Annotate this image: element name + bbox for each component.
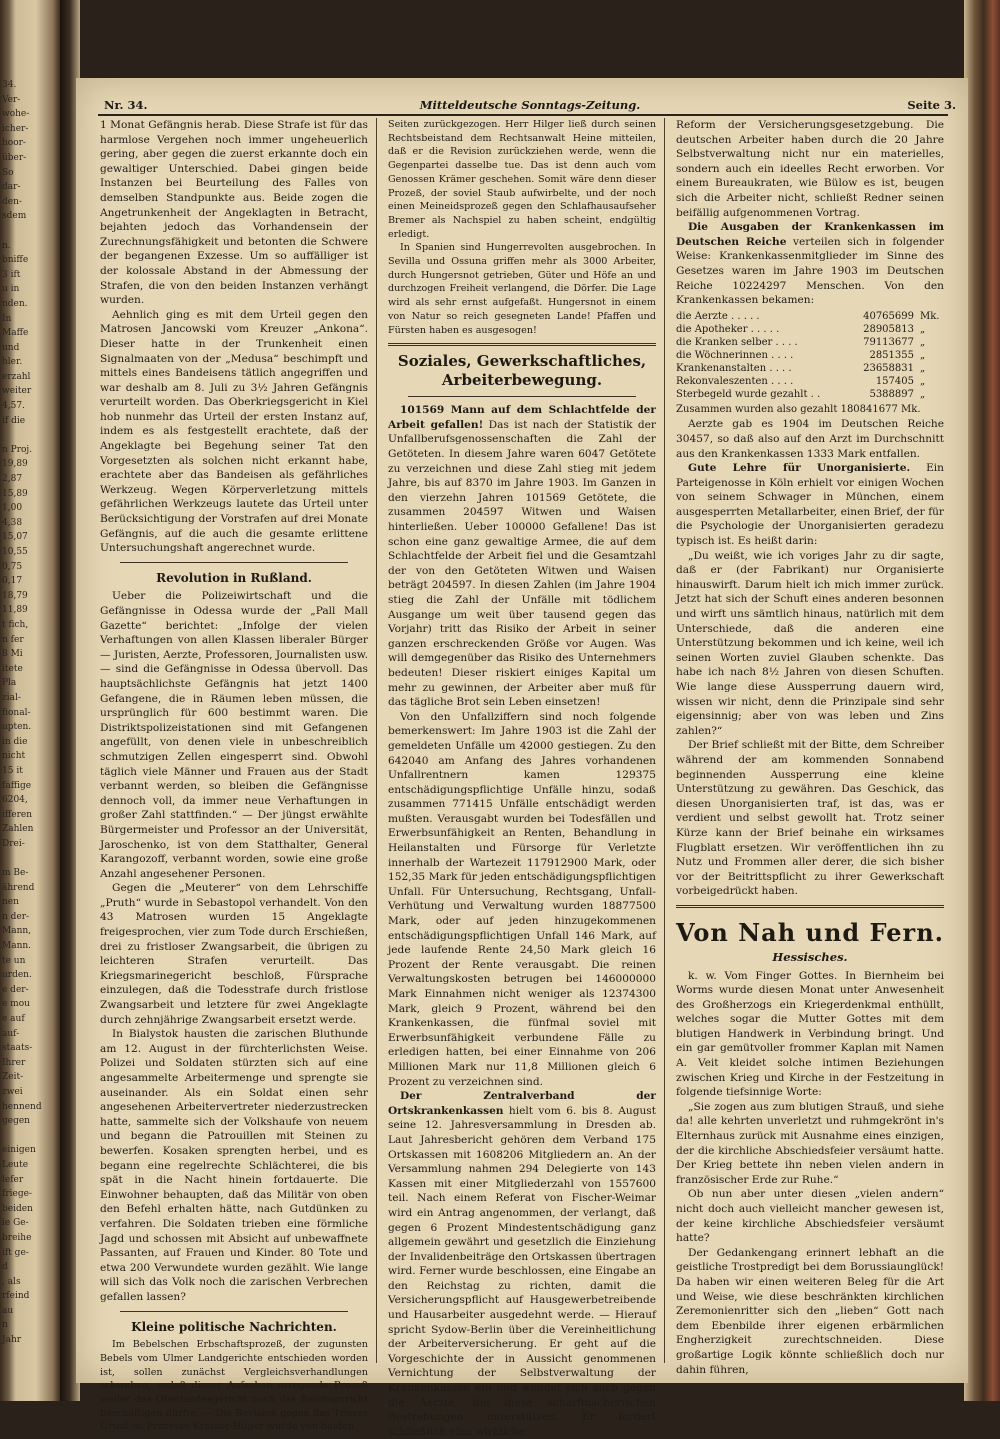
newspaper-title: Mitteldeutsche Sonntags-Zeitung. xyxy=(419,98,641,112)
paragraph: Der Brief schließt mit der Bitte, dem Schreiber während der am kommenden Sonnabend beginnenden Aussperrung eine kleine Unterstützung zu gewähren. Das Geschick, das diesen Unorganisierten traf, ist das, was er verdient und selbst gewollt hat. Trotz seiner Kürze kann der Brief beinahe ein wirksames Flugblatt ersetzen. Wir veröffentlichen ihn zu Nutz und Frommen aller derer, die sich bisher vor der Beitrittspflicht zu ihrer Gewerkschaft vorbeigedrückt haben. xyxy=(676,739,944,898)
expenditure-unit: „ xyxy=(920,323,926,335)
expenditure-label: die Wöchnerinnen . . . . xyxy=(676,349,794,361)
paragraph: Ob nun aber unter diesen „vielen andern“ nicht doch auch vielleicht mancher gewesen ist, der keine kirchliche Abschiedsfeier versäumt hatte? xyxy=(676,1188,944,1245)
paragraph xyxy=(676,220,944,308)
expenditure-total: Zusammen wurden also gezahlt 180841677 Mk. xyxy=(676,403,921,415)
paragraph: Der Gedankengang erinnert lebhaft an die geistliche Trostpredigt bei dem Borussiaunglück! Da haben wir einen weiteren Beleg für die Art und Weise, wie diese beschränkten kirchlichen Zeremonienritter sich den „lieben“ Gott nach dem Ebenbilde ihrer eigenen erbärmlichen Engherzigkeit zurechtschneiden. Diese großartige Logik könnte schließlich doch nur dahin führen, xyxy=(676,1246,944,1376)
expenditure-label: die Kranken selber . . . . xyxy=(676,336,798,348)
expenditure-value: 23658831 xyxy=(863,362,914,374)
previous-page-fragment: 34. Ver- wohe- icher- hoor- über- So dar- den- sdem n. bniffe 3 ift u in nden. In Maffe und hler. erzahl weiter 4,57. if die n Proj. 19,89 2,87 15,89 1,00 4,38 15,07 10,55 0,75 0,17 18,79 11,89 t fich, n fer 8 Mi itete Pla zial- fional- upten. in die nicht 15 it faffige 6204, ifferen Zahlen Drei- m Be- ährend nen n der- Mann, Mann. te un urden. e der- e mou e auf auf- staats- Ihrer Zeit- zwei hennend gegen einigen Leute lefer friege- beiden ie Ge- breihe ift ge- d , als rfeind au n Jahr xyxy=(2,80,42,1346)
paragraph: Seiten zurückgezogen. Herr Hilger ließ durch seinen Rechtsbeistand dem Rechtsanwalt Heine mitteilen, daß er die Revision zurückziehen werde, wenn die Gegenpartei dasselbe tue. Das ist denn auch vom Genossen Krämer geschehen. Somit wäre denn dieser Prozeß, der soviel Staub aufwirbelte, und der noch einen Meineidsprozeß gegen den Schlafhausaufseher Bremer als Nachspiel zu haben scheint, endgültig erledigt. xyxy=(388,119,656,240)
paragraph-lead: Gute Lehre für Unorganisierte. xyxy=(688,462,911,475)
section-heading-von-nah-und-fern: Von Nah und Fern. xyxy=(676,917,945,947)
expenditure-table xyxy=(676,310,944,401)
expenditure-label: die Aerzte . . . . . xyxy=(676,310,760,322)
quotation: „Du weißt, wie ich voriges Jahr zu dir sagte, daß er (der Fabrikant) nur Organisierte hinauswirft. Darum hielt ich mich immer zurück. Jetzt hat sich der Schuft eines anderen besonnen und wirft uns sämtlich hinaus, natürlich mit dem Unterschiede, daß die anderen eine Unterstützung bekommen und ich keine, weil ich seinen Worten zuviel Glauben schenkte. Das habe ich nach 8½ Jahren von diesen Schuften. Wie lange diese Aussperrung dauern wird, wissen wir nicht, denn die Prinzipale sind sehr eigensinnig; aber von was leben und Zins zahlen?“ xyxy=(676,549,944,737)
paragraph-lead: Der Zentralverband der Ortskrankenkassen xyxy=(388,1090,656,1117)
quotation: „Sie zogen aus zum blutigen Strauß, und siehe da! alle kehrten unverletzt und ruhmgekrönt in's Elternhaus zurück mit Ausnahme eines einzigen, der die kirchliche Abschiedsfeier versäumt hatte. Der Krieg bettete ihn neben vielen andern in französischer Erde zur Ruhe.“ xyxy=(676,1100,944,1186)
expenditure-label: Rekonvaleszenten . . . . xyxy=(676,375,794,387)
book-cover-edge xyxy=(964,0,1000,1401)
page-header xyxy=(104,98,956,114)
expenditure-label: Krankenanstalten . . . . xyxy=(676,362,792,374)
paragraph: Reform der Versicherungsgesetzgebung. Die deutschen Arbeiter haben durch die 20 Jahre Selbstverwaltung nicht nur ein materielles, sondern auch ein ideelles Recht erworben. Vor einem Bureaukraten, wie Bülow es ist, beugen sich die Arbeiter nicht, schließt Redner seinen beifällig aufgenommenen Vortrag. xyxy=(676,119,944,219)
expenditure-row xyxy=(676,375,944,388)
expenditure-unit: „ xyxy=(920,388,926,400)
expenditure-row xyxy=(676,362,944,375)
paragraph: Gegen die „Meuterer“ von dem Lehrschiffe „Pruth“ wurde in Sebastopol verhandelt. Von den 43 Matrosen wurden 15 Angeklagte freigesprochen, vier zum Tode durch Erschießen, drei zu fristloser Zwangsarbeit, die übrigen zu leichteren Strafen verurteilt. Das Kriegsmarinegericht beschloß, Fürsprache einzulegen, daß die Todesstrafe durch fristlose Zwangsarbeit und letztere für zwei Angeklagte durch zehnjährige Zwangsarbeit ersetzt werde. xyxy=(100,882,368,1026)
paragraph-body: hielt vom 6. bis 8. August seine 12. Jahresversammlung in Dresden ab. Laut Jahresbericht gehören dem Verband 175 Ortskassen mit 1608206 Mitgliedern an. An der Versammlung nahmen 294 Delegierte von 143 Kassen mit einer Mitgliederzahl von 1557600 teil. Nach einem Referat von Fischer-Weimar wird ein Antrag angenommen, der verlangt, daß gegen 6 Prozent Mindestentschädigung ganz allgemein gewährt und gesetzlich die Einziehung der Invalidenbeiträge den Ortskassen übertragen wird. Ferner wurde beschlossen, eine Eingabe an den Reichstag zu richten, damit die Versicherungspflicht auf Hausgewerbetreibende und Hausarbeiter ausgedehnt werde. — Hierauf spricht Sydow-Berlin über die Vereinheitlichung der Arbeiterversicherung. Er geht auf die Vorgeschichte der in Aussicht genommenen Vernichtung der Selbstverwaltung der Krankenkassen ein und wendet sich auch gegen die Aerzte, die diese scharfmacherischen Bestrebungen unterstützen. Er fordert schließlich eine wirkliche xyxy=(388,1104,656,1438)
paragraph-lead: 101569 Mann auf dem Schlachtfelde der Arbeit gefallen! xyxy=(388,404,656,431)
expenditure-value: 28905813 xyxy=(863,323,914,335)
divider xyxy=(408,396,636,397)
column-3 xyxy=(676,118,944,1377)
paragraph: Ueber die Polizeiwirtschaft und die Gefängnisse in Odessa wurde der „Pall Mall Gazette“ berichtet: „Infolge der vielen Verhaftungen von allen Klassen liberaler Bürger — Juristen, Aerzte, Professoren, Journalisten usw. — sind die Gefängnisse in Odessa übervoll. Das hauptsächlichste Gefängnis hat jetzt 1400 Gefangene, die in Räumen leben müssen, die ursprünglich für 600 bestimmt waren. Die Distriktspolizeistationen sind mit Gefangenen angefüllt, von denen viele in unbeschreiblich schmutzigen Zellen eingesperrt sind. Obwohl täglich viele Männer und Frauen aus der Stadt verbannt werden, so bleiben die Gefängnisse dennoch voll, da immer neue Verhaftungen in großer Zahl stattfinden.“ — Der jüngst erwählte Bürgermeister und Professor an der Universität, Jaroschenko, ist von dem Statthalter, General Karangozoff, verbannt worden, sowie eine große Anzahl angesehener Personen. xyxy=(100,590,368,880)
paragraph xyxy=(676,461,944,549)
expenditure-value: 157405 xyxy=(875,375,914,387)
paragraph: Von den Unfallziffern sind noch folgende bemerkenswert: Im Jahre 1903 ist die Zahl der gemeldeten Unfälle um 42000 gestiegen. Zu den 642040 am Anfang des Jahres vorhandenen Unfallrentnern kamen 129375 entschädigungspflichtige Unfälle hinzu, sodaß zusammen 771415 Unfälle entschädigt werden mußten. Verausgabt wurden bei Todesfällen und Erwerbsunfähigkeit an Renten, Behandlung in Heilanstalten und Fürsorge für Verletzte innerhalb der Wartezeit 117912900 Mark, oder 152,35 Mark für jeden entschädigungspflichtigen Unfall. Für Untersuchung, Rechtsgang, Unfall-Verhütung und Verwaltung wurden 18877500 Mark, oder auf jeden hinzugekommenen entschädigungspflichtigen Unfall 146 Mark, auf jede laufende Rente 24,50 Mark gleich 16 Prozent der Rente verausgabt. Die reinen Verwaltungskosten betrugen bei 146000000 Mark Einnahmen nicht weniger als 12374300 Mark, gleich 9 Prozent, während bei den Krankenkassen, die fünfmal soviel mit Erwerbsunfähigkeit verbundene Fälle zu erledigen hatten, bei einer Einnahme von 206 Millionen Mark nur 11,8 Millionen gleich 6 Prozent zu verzeichnen sind. xyxy=(388,710,656,1088)
paragraph: 1 Monat Gefängnis herab. Diese Strafe ist für das harmlose Vergehen noch immer ungeheuerlich gering, aber gegen die zuerst erkannte doch ein gewaltiger Unterschied. Dabei gingen beide Instanzen bei Beurteilung des Falles von demselben Standpunkte aus. Beide zogen die Angetrunkenheit der Angeklagten in Betracht, bejahten jedoch das Vorhandensein der Zurechnungsfähigkeit und betonten die Schwere der begangenen Exzesse. Um so auffälliger ist der kolossale Abstand in der Abmessung der Strafen, die von den beiden Instanzen verhängt wurden. xyxy=(100,119,368,307)
expenditure-value: 5388897 xyxy=(869,388,914,400)
expenditure-unit: „ xyxy=(920,349,926,361)
section-heading-revolution: Revolution in Rußland. xyxy=(156,570,312,585)
paragraph: k. w. Vom Finger Gottes. In Biernheim bei Worms wurde diesen Monat unter Anwesenheit des Großherzogs ein Kriegerdenkmal enthüllt, welches sogar die Mutter Gottes mit dem blutigen Handwerk in Verbindung bringt. Und ein gar gemütvoller frommer Kaplan mit Namen A. Veit kleidet solche intimen Beziehungen zwischen Krieg und Kirche in der Festzeitung in folgende tiefsinnige Worte: xyxy=(676,969,944,1099)
newspaper-page xyxy=(76,78,968,1438)
expenditure-unit: „ xyxy=(920,375,926,387)
paragraph: Aerzte gab es 1904 im Deutschen Reiche 30457, so daß also auf den Arzt im Durchschnitt aus den Krankenkassen 1333 Mark entfallen. xyxy=(676,418,944,460)
column-divider xyxy=(664,118,665,1363)
expenditure-unit: Mk. xyxy=(920,310,940,322)
issue-number: Nr. 34. xyxy=(104,98,148,112)
column-2 xyxy=(388,118,656,1439)
paragraph-body: Ein Parteigenosse in Köln erhielt vor einigen Wochen von seinem Schwager in München, einem ausgesperrten Metallarbeiter, einen Brief, der für die Psychologie der Unorganisierten geradezu typisch ist. Es heißt darin: xyxy=(676,462,945,548)
divider xyxy=(120,1311,348,1312)
expenditure-row xyxy=(676,310,944,323)
expenditure-unit: „ xyxy=(920,336,926,348)
expenditure-label: die Apotheker . . . . . xyxy=(676,323,780,335)
page-number: Seite 3. xyxy=(907,98,956,112)
section-heading-soziales: Soziales, Gewerkschaftliches, Arbeiterbewegung. xyxy=(397,352,647,390)
paragraph xyxy=(388,403,656,709)
column-1 xyxy=(100,118,368,1434)
expenditure-row xyxy=(676,388,944,401)
paragraph-lead: Die Ausgaben der Krankenkassen im Deutschen Reiche xyxy=(676,221,944,248)
expenditure-value: 79113677 xyxy=(863,336,914,348)
paragraph: In Spanien sind Hungerrevolten ausgebrochen. In Sevilla und Ossuna griffen mehr als 3000 Arbeiter, durch Hungersnot getrieben, Güter und Höfe an und durchzogen Freiheit verlangend, die Dörfer. Die Lage wird als sehr ernst aufgefaßt. Hungersnot in einem von Natur so reich gesegneten Lande! Pfaffen und Fürsten haben es ausgesogen! xyxy=(388,242,656,336)
divider xyxy=(120,562,348,563)
divider xyxy=(388,343,656,346)
expenditure-label: Sterbegeld wurde gezahlt . . xyxy=(676,388,821,400)
divider xyxy=(676,905,944,908)
paragraph: Aehnlich ging es mit dem Urteil gegen den Matrosen Jancowski vom Kreuzer „Ankona“. Dieser hatte in der Trunkenheit einen Signalmaaten von der „Medusa“ beschimpft und mittels eines Bandeisens tätlich angegriffen und war deshalb am 8. Juli zu 3½ Jahren Gefängnis verurteilt worden. Das Oberkriegsgericht in Kiel hob nunmehr das Urteil der ersten Instanz auf, indem es als festgestellt erachtete, daß der Angeklagte bei Begehung seiner Tat den Vorgesetzten als solchen nicht erkannt habe, erachtete aber das Bandeisen als gefährliches Werkzeug. Wegen Körperverletzung mittels gefährlichen Werkzeugs lautete das Urteil unter Berücksichtigung der Vorstrafen auf drei Monate Gefängnis, auf die auch die gesamte erlittene Untersuchungshaft angerechnet wurde. xyxy=(100,308,368,555)
paragraph-body: verteilen sich in folgender Weise: Krankenkassenmitglieder im Sinne des Gesetzes waren im Jahre 1903 im Deutschen Reiche 10224297 Menschen. Von den Krankenkassen bekamen: xyxy=(676,235,944,307)
paragraph: In Bialystok hausten die zarischen Bluthunde am 12. August in der fürchterlichsten Weise. Polizei und Soldaten stürzten sich auf eine angesammelte Arbeitermenge und sprengte sie auseinander. Als ein Soldat einen sehr angesehenen Arbeitervertreter niederzustrecken hatte, sammelte sich der Volkshaufe von neuem und begann die Patrouillen mit Steinen zu bewerfen. Kosaken sprengten herbei, und es begann eine regelrechte Schlächterei, die bis spät in die Nacht hinein fortdauerte. Die Einwohner behaupten, daß das Militär von oben den Befehl erhalten hätte, nach Gutdünken zu verfahren. Die Soldaten trieben eine förmliche Jagd und schossen mit Absicht auf unbewaffnete Passanten, auf Frauen und Kinder. 80 Tote und etwa 200 Verwundete wurden gezählt. Wie lange will sich das Volk noch die zarischen Verbrechen gefallen lassen? xyxy=(100,1028,368,1303)
subheading-hessisches: Hessisches. xyxy=(772,949,848,964)
paragraph: Im Bebelschen Erbschaftsprozeß, der zugunsten Bebels vom Ulmer Landgerichte entschieden worden ist, sollen zunächst Vergleichsverhandlungen schweben, sodaß dieser Aufsehen erregende Prozeß weder das Oberlandesgericht noch das Reichsgericht beschäftigen dürfte. — Die Revision gegen das Trierer Urteil im Prozesse Krämer-Hilger wurde von beiden xyxy=(100,1339,368,1433)
expenditure-value: 40765699 xyxy=(863,310,914,322)
column-divider xyxy=(376,118,377,1363)
previous-page-edge xyxy=(0,0,60,1401)
expenditure-row xyxy=(676,336,944,349)
expenditure-row xyxy=(676,323,944,336)
header-rule xyxy=(98,114,948,116)
expenditure-value: 2851355 xyxy=(869,349,914,361)
paragraph xyxy=(388,1089,656,1439)
expenditure-unit: „ xyxy=(920,362,926,374)
paragraph-body: Das ist nach der Statistik der Unfallberufsgenossenschaften die Zahl der Getöteten. In diesem Jahre waren 6047 Getötete zu verzeichnen und diese Zahl stieg mit jedem Jahre, bis auf 8370 im Jahre 1903. Im Ganzen in den vierzehn Jahren 101569 Getötete, die zusammen 204597 Witwen und Waisen hinterließen. Ueber 100000 Gefallene! Das ist schon eine ganz gewaltige Armee, die auf dem Schlachtfelde der Arbeit fiel und die Gesamtzahl der von den Getöteten Witwen und Waisen beträgt 204597. In diesen Zahlen (im Jahre 1904 stieg die Zahl der Unfälle mit tödlichem Ausgange um weit über tausend gegen das Vorjahr) tritt das Risiko der Arbeit in seiner ganzen erschreckenden Größe vor Augen. Was will demgegenüber das Risiko des Unternehmers bedeuten! Dieser riskiert einiges Kapital um mehr zu gewinnen, der Arbeiter aber muß für das tägliche Brot sein Leben einsetzen! xyxy=(388,418,656,709)
expenditure-row xyxy=(676,349,944,362)
section-heading-kleine-nachrichten: Kleine politische Nachrichten. xyxy=(131,1319,337,1334)
